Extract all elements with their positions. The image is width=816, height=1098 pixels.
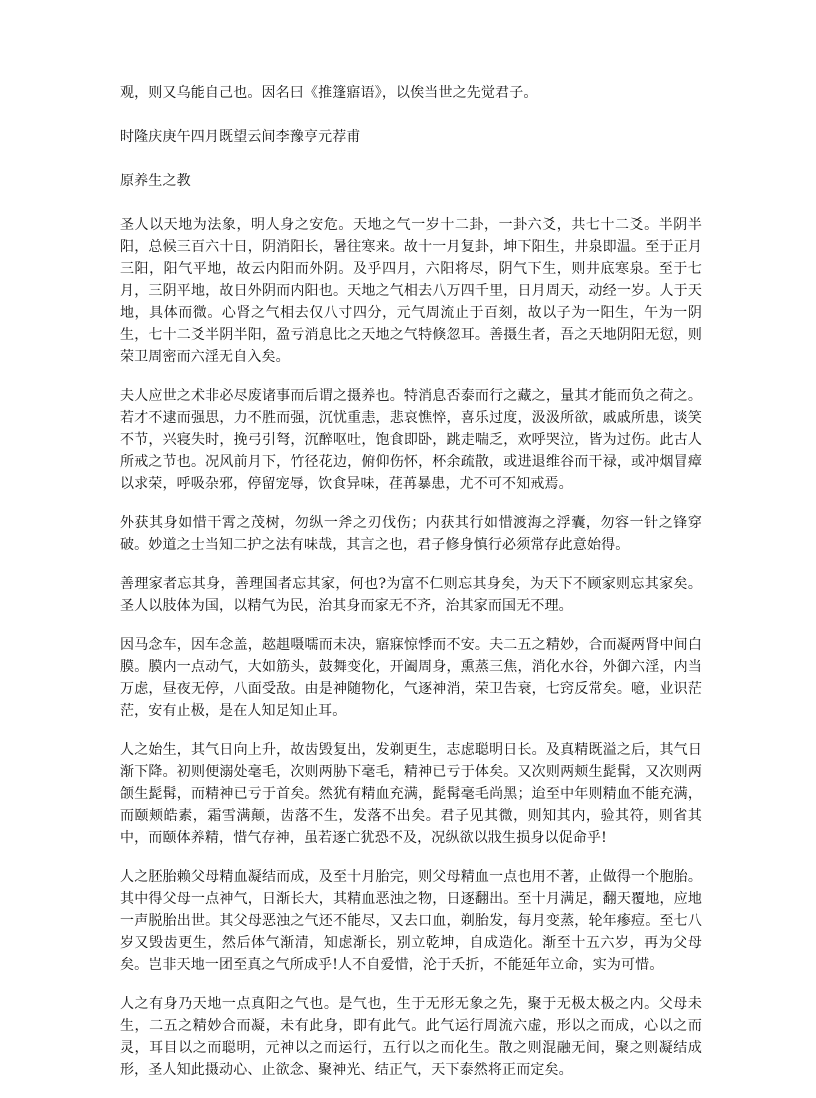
body-paragraph: 人之胚胎赖父母精血凝结而成，及至十月胎完，则父母精血一点也用不著，止做得一个胞胎。其中得父母一点神气，日渐长大，其精血恶浊之物，日逐翻出。至十月满足，翻天覆地，应地一声脱胎出世。其父母恶浊之气还不能尽，又去口血，剃胎发，每月变蒸，轮年瘆痘。至七八岁又毁齿更生，然后体气渐清，知虑渐长，别立乾坤，自成造化。渐至十五六岁，再为父母矣。岂非天地一团至真之气所成乎!人不自爱惜，沦于夭折，不能延年立命，实为可惜。 <box>120 869 702 973</box>
document-page <box>120 82 702 1098</box>
body-paragraph: 因马念车，因车念盖，趑趄嗫嚅而未决，寤寐惊悸而不安。夫二五之精妙，合而凝两肾中间白膜。膜内一点动气，大如筋头，鼓舞变化，开阖周身，熏蒸三焦，消化水谷，外御六淫，内当万虑，昼夜无停，八面受敌。由是神随物化，气逐神消，荣卫告衰，七窍反常矣。噫，业识茫茫，安有止极，是在人知足知止耳。 <box>120 637 702 719</box>
body-paragraph: 夫人应世之术非必尽废诸事而后谓之摄养也。特消息否泰而行之藏之，量其才能而负之荷之。若才不逮而强思，力不胜而强，沉忧重恚，悲哀憔悴，喜乐过度，汲汲所欲，戚戚所患，谈笑不节，兴寝失时，挽弓引弩，沉醉呕吐，饱食即卧，跳走喘乏，欢呼哭泣，皆为过伤。此古人所戒之节也。况风前月下，竹径花边，俯仰伤怀，杯余疏散，或进退维谷而干禄，或冲烟冒瘴以求荣，呼吸杂邪，停留宠辱，饮食异味，荏苒暴患，尤不可不知戒焉。 <box>120 388 702 492</box>
section-heading: 原养生之教 <box>120 173 191 189</box>
body-paragraph: 人之始生，其气日向上升，故齿毁复出，发剃更生，志虑聪明日长。及真精既溢之后，其气日渐下降。初则便溺处毫毛，次则两胁下毫毛，精神已亏于体矣。又次则两颊生髭髯，又次则两颌生髭髯，而精神已亏于首矣。然犹有精血充满，髭髯毫毛尚黑；迨至中年则精血不能充满，而颐颊皓素，霜雪满颠，齿落不生，发落不出矣。君子见其微，则知其内，验其符，则省其中，而颐体养精，惜气存神，虽若逐亡犹恐不及，况纵欲以戕生损身以促命乎! <box>120 742 702 846</box>
body-paragraph: 人之有身乃天地一点真阳之气也。是气也，生于无形无象之先，聚于无极太极之内。父母未生，二五之精妙合而凝，未有此身，即有此气。此气运行周流六虚，形以之而成，心以之而灵，耳目以之而聪明，元神以之而运行，五行以之而化生。散之则混融无间，聚之则凝结成形，圣人知此摄动心、止欲念、聚神光、结正气，天下泰然将正而定矣。 <box>120 996 702 1078</box>
preface-signature: 时隆庆庚午四月既望云间李豫亨元荐甫 <box>120 129 361 145</box>
preface-closing-line: 观，则又乌能自己也。因名曰《推篷寤语》，以俟当世之先觉君子。 <box>120 85 538 101</box>
body-paragraph: 圣人以天地为法象，明人身之安危。天地之气一岁十二卦，一卦六爻，共七十二爻。半阴半阳，总候三百六十日，阴消阳长，暑往寒来。故十一月复卦，坤下阳生，井泉即温。至于正月三阳，阳气平地，故云内阳而外阴。及乎四月，六阳将尽，阴气下生，则井底寒泉。至于七月，三阴平地，故日外阴而内阳也。天地之气相去八万四千里，日月周天，动经一岁。人于天地，具体而微。心肾之气相去仅八寸四分，元气周流止于百刻，故以子为一阳生，午为一阴生，七十二爻半阴半阳，盈亏消息比之天地之气特倏忽耳。善摄生者，吾之天地阴阳无愆，则荣卫周密而六淫无自入矣。 <box>120 217 702 365</box>
body-paragraph: 善理家者忘其身，善理国者忘其家，何也?为富不仁则忘其身矣，为天下不顾家则忘其家矣。圣人以肢体为国，以精气为民，治其身而家无不齐，治其家而国无不理。 <box>120 576 702 614</box>
body-paragraph: 外获其身如惜干霄之茂树，勿纵一斧之刃伐伤；内获其行如惜渡海之浮囊，勿容一针之锋穿破。妙道之士当知二护之法有味哉，其言之也，君子修身慎行必须常存此意始得。 <box>120 515 702 553</box>
